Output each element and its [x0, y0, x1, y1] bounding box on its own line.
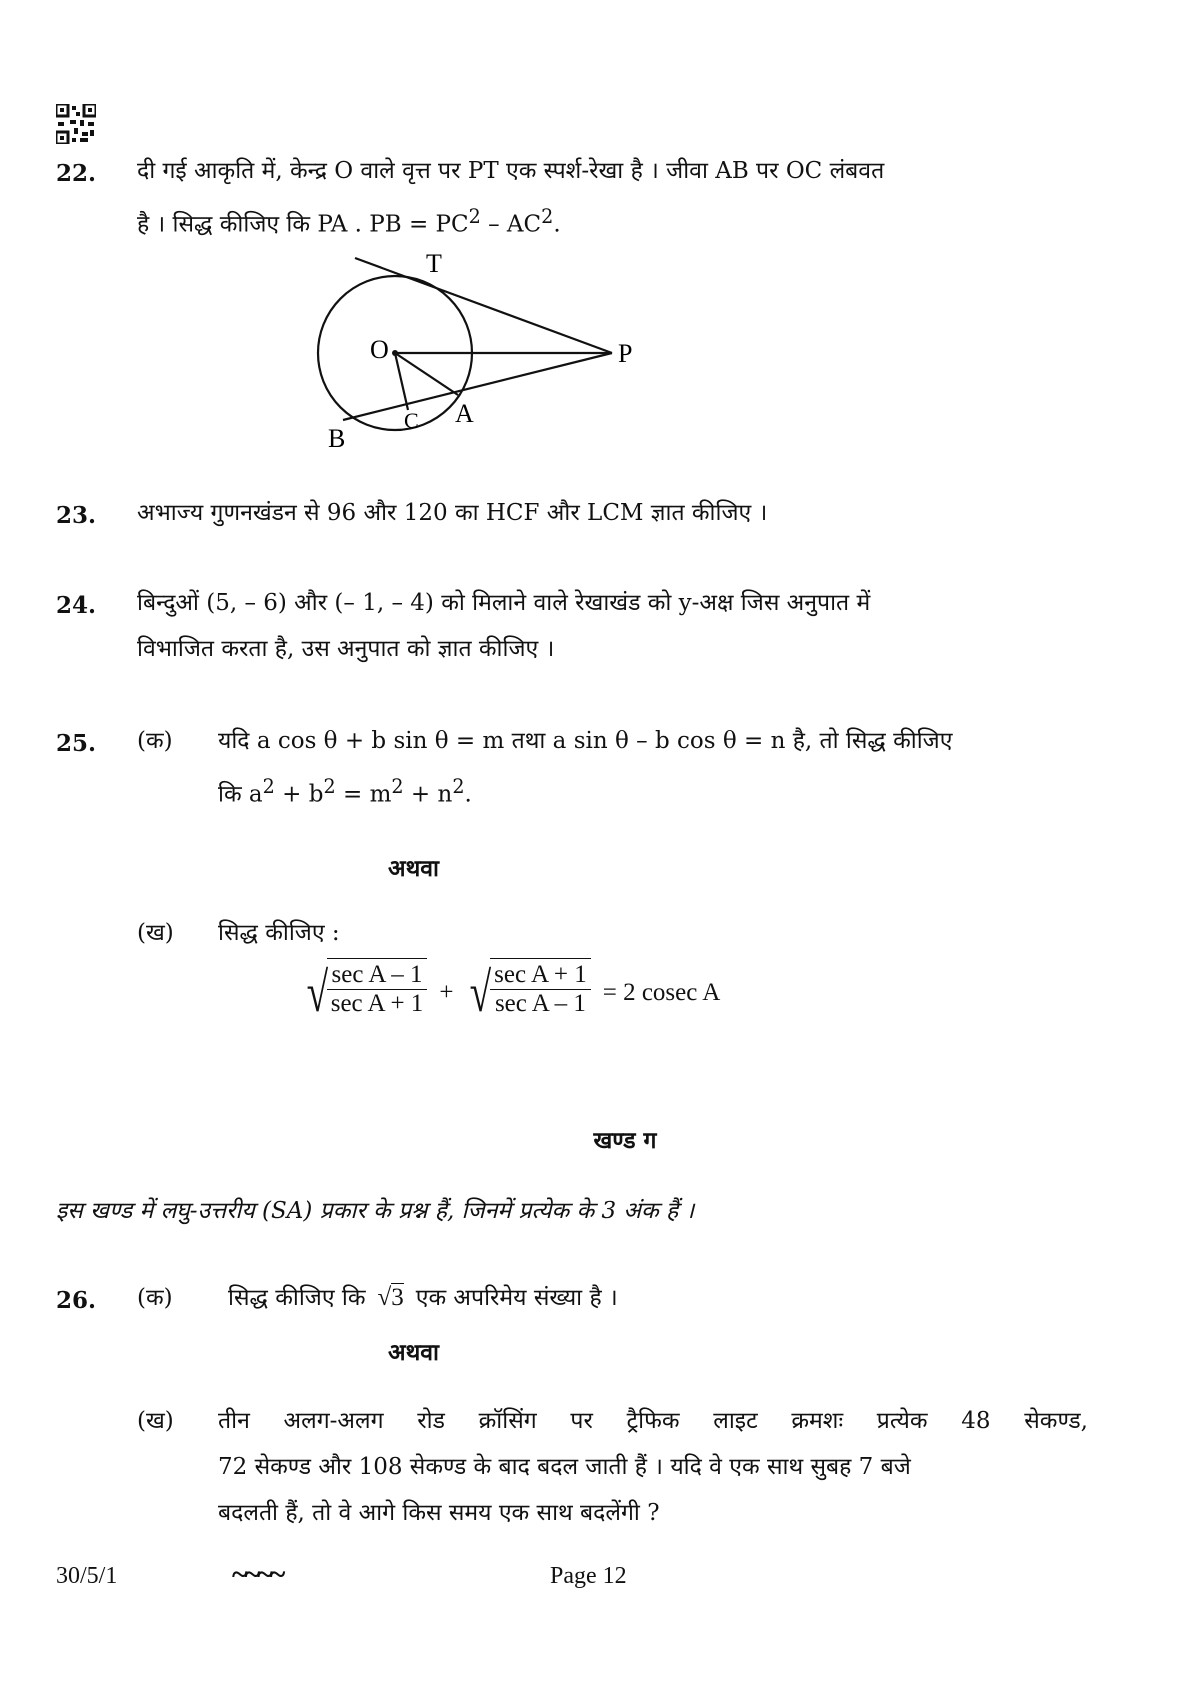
section-title: खण्ड ग — [593, 1127, 657, 1154]
question-text: सिद्ध कीजिए : — [218, 920, 340, 946]
question-text — [137, 580, 1087, 672]
label-c: C — [404, 408, 419, 433]
ornament: ~~~~ — [232, 1558, 283, 1591]
question-line: तीन अलग-अलग रोड क्रॉसिंग पर ट्रैफिक लाइट क्रमशः प्रत्येक 48 सेकण्ड, — [218, 1408, 1088, 1434]
page-number: Page 12 — [550, 1563, 627, 1589]
label-p: P — [618, 339, 633, 368]
question-number: 22. — [56, 160, 97, 187]
plus-sign: + — [439, 979, 454, 1006]
sqrt-term-1: √ $\frac{\text{sec A – 1}}{\text{sec A + 1}}$ — [302, 958, 427, 1028]
sqrt-term-2: √ $\frac{\text{sec A + 1}}{\text{sec A – 1}}$ — [465, 958, 590, 1028]
geometry-figure — [300, 248, 660, 463]
label-a: A — [455, 399, 474, 428]
question-text — [218, 1398, 1088, 1536]
or-separator: अथवा — [388, 1339, 440, 1366]
label-b: B — [328, 424, 346, 453]
equation-rhs: = 2 cosec A — [602, 979, 721, 1006]
question-text: सिद्ध कीजिए कि √3 एक अपरिमेय संख्या है । — [228, 1275, 618, 1321]
or-separator: अथवा — [388, 855, 440, 882]
part-label: (ख) — [137, 1408, 174, 1434]
label-o: O — [370, 335, 389, 364]
part-label: (क) — [137, 728, 173, 754]
question-text: अभाज्य गुणनखंडन से 96 और 120 का HCF और LCM ज्ञात कीजिए । — [137, 500, 768, 526]
question-text — [218, 718, 1088, 818]
question-text — [137, 148, 1087, 248]
part-label: (क) — [137, 1285, 173, 1311]
question-number: 25. — [56, 730, 97, 757]
qr-code-icon — [56, 104, 96, 144]
question-line: है । सिद्ध कीजिए कि PA . PB = $PC^2 - AC^2$. — [137, 205, 561, 238]
question-line: विभाजित करता है, उस अनुपात को ज्ञात कीजिए । — [137, 636, 555, 662]
paper-code: 30/5/1 — [56, 1563, 118, 1589]
question-number: 24. — [56, 592, 97, 619]
question-line: 72 सेकण्ड और 108 सेकण्ड के बाद बदल जाती हैं । यदि वे एक साथ सुबह 7 बजे — [218, 1454, 911, 1480]
section-instruction: इस खण्ड में लघु-उत्तरीय (SA) प्रकार के प्रश्न हैं, जिनमें प्रत्येक के 3 अंक हैं । — [56, 1198, 695, 1224]
question-number: 26. — [56, 1287, 97, 1314]
question-line: बिन्दुओं (5, – 6) और (– 1, – 4) को मिलाने वाले रेखाखंड को y-अक्ष जिस अनुपात में — [137, 590, 871, 616]
question-line: यदि a cos θ + b sin θ = m तथा a sin θ – b cos θ = n है, तो सिद्ध कीजिए — [218, 728, 953, 754]
equation — [302, 958, 720, 1028]
sqrt-three: √3 — [377, 1284, 404, 1311]
part-label: (ख) — [137, 920, 174, 946]
question-line: बदलती हैं, तो वे आगे किस समय एक साथ बदलेंगी ? — [218, 1500, 660, 1526]
label-t: T — [426, 249, 442, 278]
question-line: कि $a^2 + b^2 = m^2 + n^2$. — [218, 775, 472, 808]
question-number: 23. — [56, 502, 97, 529]
question-line: दी गई आकृति में, केन्द्र O वाले वृत्त पर PT एक स्पर्श-रेखा है । जीवा AB पर OC लंबवत — [137, 158, 885, 184]
